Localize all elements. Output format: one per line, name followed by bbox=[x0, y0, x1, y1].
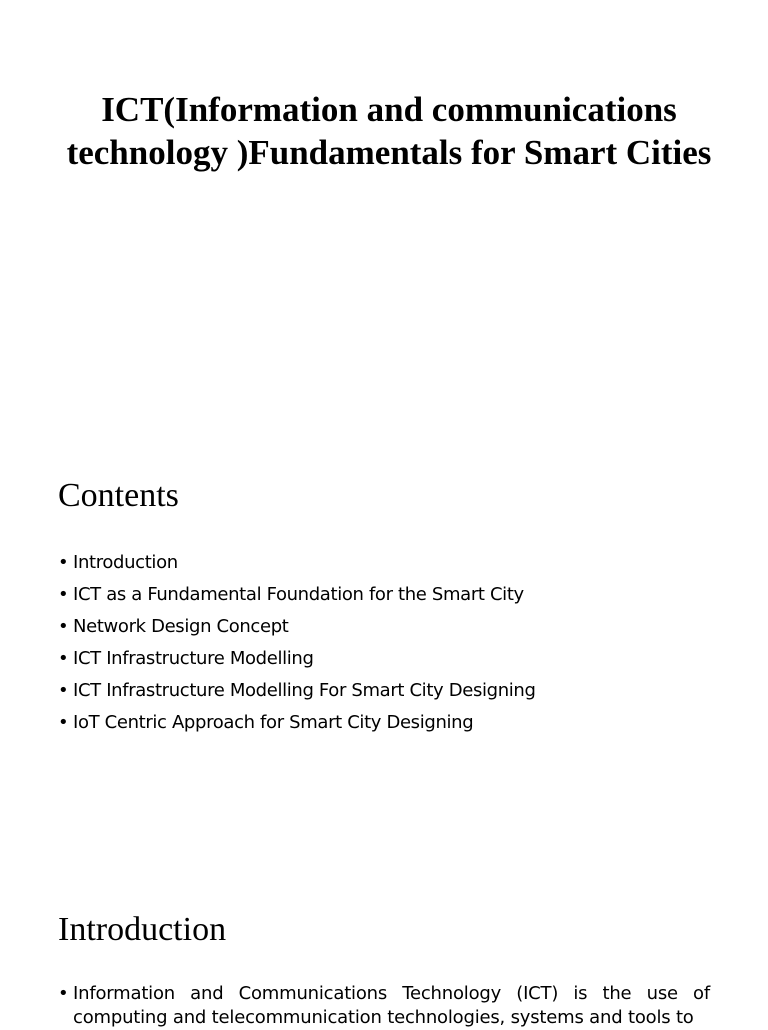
list-item: • ICT Infrastructure Modelling For Smart City Designing bbox=[58, 675, 718, 707]
list-item: • IoT Centric Approach for Smart City Designing bbox=[58, 707, 718, 739]
contents-heading: Contents bbox=[58, 477, 179, 514]
contents-list bbox=[58, 547, 718, 739]
list-item: • Information and Communications Technology (ICT) is the use of computing and telecommunication technologies, systems and tools to bbox=[58, 982, 710, 1030]
list-item: • ICT Infrastructure Modelling bbox=[58, 643, 718, 675]
introduction-list bbox=[58, 982, 710, 1030]
slide-title: ICT(Information and communications technology )Fundamentals for Smart Cities bbox=[66, 90, 712, 172]
introduction-heading: Introduction bbox=[58, 911, 227, 948]
list-item: • Network Design Concept bbox=[58, 611, 718, 643]
list-item: • ICT as a Fundamental Foundation for the Smart City bbox=[58, 579, 718, 611]
list-item: • Introduction bbox=[58, 547, 718, 579]
